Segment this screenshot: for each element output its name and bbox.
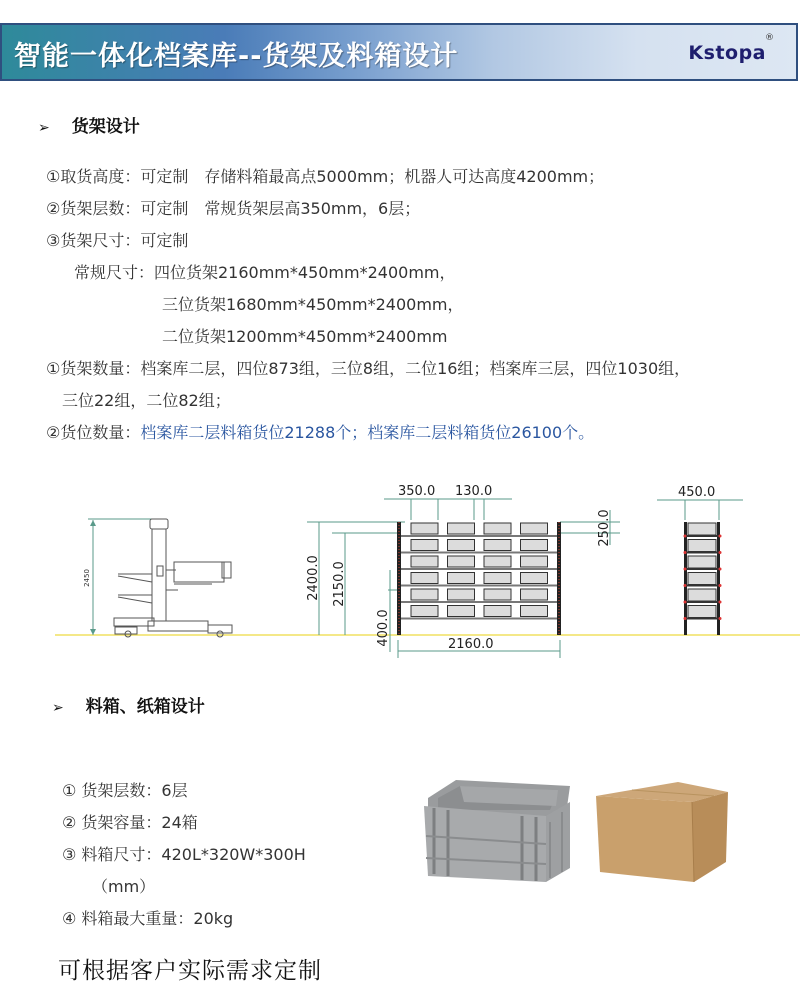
shelf-line-pick-height: ①取货高度：可定制 存储料箱最高点5000mm；机器人可达高度4200mm； xyxy=(46,167,605,186)
shelf-side-view xyxy=(657,485,743,635)
top-level-height-label: 2150.0 xyxy=(332,561,347,607)
page-title: 智能一体化档案库--货架及料箱设计 xyxy=(14,41,459,72)
shelf-line-quantity: ①货架数量：档案库二层，四位873组，三位8组，二位16组；档案库三层，四位1030组， xyxy=(46,359,691,378)
shelf-line-std-size-3: 三位货架1680mm*450mm*2400mm， xyxy=(162,295,464,314)
plastic-bin-image xyxy=(418,776,578,886)
bin-item-size: ③ 料箱尺寸：420L*320W*300H xyxy=(62,845,306,864)
bin-item-levels: ① 货架层数：6层 xyxy=(62,781,188,800)
shelf-width-label: 2160.0 xyxy=(448,637,494,652)
arrow-bullet-icon: ➢ xyxy=(52,700,64,716)
registered-mark-icon: ® xyxy=(765,33,774,43)
section-title-shelf-text: 货架设计 xyxy=(71,117,140,137)
bottom-height-label: 400.0 xyxy=(376,609,391,647)
shelf-diagrams xyxy=(0,470,800,660)
bin-item-capacity: ② 货架容量：24箱 xyxy=(62,813,198,832)
slot-value: 档案库二层料箱货位21288个；档案库二层料箱货位26100个。 xyxy=(140,423,595,442)
shelf-line-size: ③货架尺寸：可定制 xyxy=(46,231,189,250)
section-title-shelf xyxy=(38,112,140,137)
robot-diagram xyxy=(88,519,232,637)
total-height-label: 2400.0 xyxy=(306,555,321,601)
level-height-label: 250.0 xyxy=(597,509,612,547)
shelf-line-quantity-cont: 三位22组，二位82组； xyxy=(62,391,231,410)
kstopa-logo: Kstopa xyxy=(688,42,766,64)
shelf-line-std-size-2: 二位货架1200mm*450mm*2400mm xyxy=(162,327,448,346)
shelf-depth-label: 450.0 xyxy=(678,485,716,500)
slot-label: ②货位数量： xyxy=(46,423,141,442)
section-title-bins xyxy=(52,692,205,717)
header-banner xyxy=(0,23,798,81)
shelf-line-slots xyxy=(46,420,594,443)
robot-height-label: 2450 xyxy=(83,569,91,587)
bin-item-max-weight: ④ 料箱最大重量：20kg xyxy=(62,909,234,928)
cardboard-box-image xyxy=(592,782,728,886)
section-title-bins-text: 料箱、纸箱设计 xyxy=(85,697,205,717)
gap-label: 130.0 xyxy=(455,484,493,499)
box-width-label: 350.0 xyxy=(398,484,436,499)
arrow-bullet-icon: ➢ xyxy=(38,120,50,136)
bin-item-size-unit: （mm） xyxy=(92,877,156,896)
shelf-front-view xyxy=(307,499,620,658)
customization-note: 可根据客户实际需求定制 xyxy=(58,958,322,984)
shelf-line-levels: ②货架层数：可定制 常规货架层高350mm，6层； xyxy=(46,199,421,218)
shelf-line-std-size-4: 常规尺寸：四位货架2160mm*450mm*2400mm， xyxy=(74,263,456,282)
